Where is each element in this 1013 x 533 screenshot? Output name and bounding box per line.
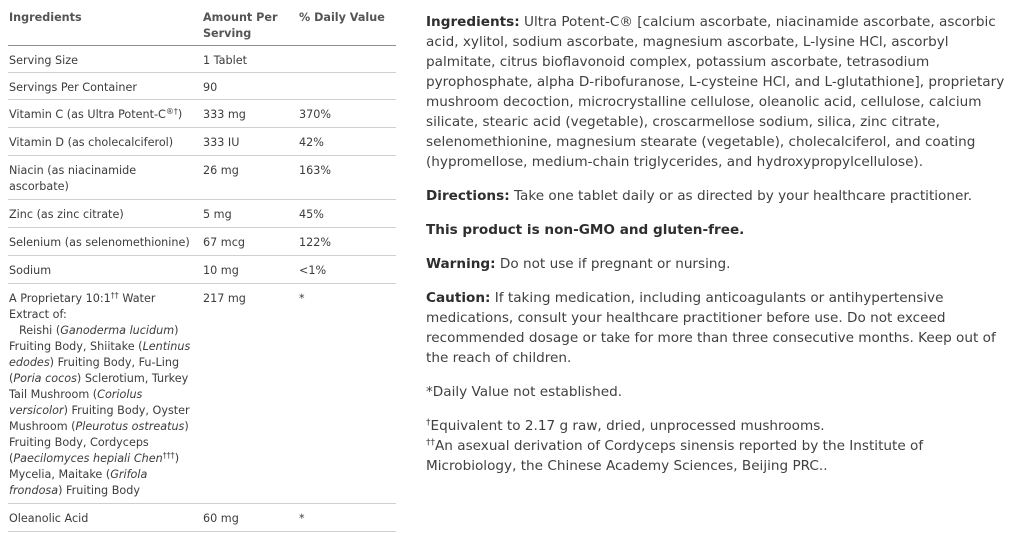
caution-text: If taking medication, including anticoagulants or antihypertensive medications, consult your healthcare practitioner before use. Do not exceed recommended dosage or take for more than three consecutive months. Keep out of the reach of children. xyxy=(426,290,996,366)
table-row xyxy=(8,156,396,200)
blend-reishi xyxy=(9,323,194,339)
footnote2-mark: †† xyxy=(426,438,435,448)
ingredients-text: Ultra Potent-C® [calcium ascorbate, niacinamide ascorbate, ascorbic acid, xylitol, sodium ascorbate, magnesium ascorbate, L-lysine HCl, ascorbyl palmitate, citrus bioflavonoid complex, potassium ascorbate, tetrasodium pyrophosphate, alpha D-ribofuranose, L-cysteine HCl, and L-glutathione], proprietary mushroom decoction, microcrystalline cellulose, oleanolic acid, cellulose, calcium silicate, stearic acid (vegetable), croscarmellose sodium, silica, zinc citrate, selenomethionine, magnesium stearate (vegetable), cholecalciferol, and coating (hypromellose, medium-chain triglycerides, and hydroxypropylcellulose). xyxy=(426,14,1005,170)
table-row xyxy=(8,73,396,100)
blend-line1-end: Water xyxy=(118,292,156,305)
row-name: Sodium xyxy=(9,264,52,277)
row-name: Selenium (as selenomethionine) xyxy=(9,236,190,249)
row-amount: 60 mg xyxy=(203,512,239,525)
header-ingredients: Ingredients xyxy=(9,11,82,24)
header-daily-value: % Daily Value xyxy=(299,11,385,24)
row-amount: 10 mg xyxy=(203,264,239,277)
table-row xyxy=(8,200,396,228)
blend-l4-latin: Lentinus xyxy=(142,340,191,353)
row-amount: 90 xyxy=(203,81,218,94)
niacin-line1: Niacin (as niacinamide xyxy=(9,164,137,177)
row-amount: 26 mg xyxy=(203,164,239,177)
blend-l11-latin: Paecilomyces hepiali Chen xyxy=(13,452,163,465)
footnotes xyxy=(426,416,1006,476)
row-amount: 333 mg xyxy=(203,108,246,121)
blend-l8-post: ) Fruiting Body, Oyster xyxy=(63,404,190,417)
table-header xyxy=(8,8,396,46)
warning-paragraph xyxy=(426,254,1006,274)
footnote2-text: An asexual derivation of Cordyceps sinensis reported by the Institute of Microbiology, the Chinese Academy Sciences, Beijing PRC.. xyxy=(426,438,924,474)
footnote1-text: Equivalent to 2.17 g raw, dried, unprocessed mushrooms. xyxy=(430,418,825,434)
row-name xyxy=(9,163,194,195)
row-amount: 217 mg xyxy=(203,292,246,305)
row-name: Vitamin D (as cholecalciferol) xyxy=(9,136,174,149)
row-dv: 42% xyxy=(299,136,324,149)
blend-l9-latin: Pleurotus ostreatus xyxy=(75,420,185,433)
table-row xyxy=(8,46,396,73)
non-gmo-statement xyxy=(426,220,1006,240)
ingredients-label: Ingredients: xyxy=(426,14,520,30)
directions-label: Directions: xyxy=(426,188,510,204)
table-row xyxy=(8,228,396,256)
row-amount: 67 mcg xyxy=(203,236,245,249)
blend-l4-pre: Fruiting Body, Shiitake ( xyxy=(9,340,143,353)
row-dv: 163% xyxy=(299,164,331,177)
ingredients-paragraph xyxy=(426,12,1006,172)
blend-l12-latin: Grifola xyxy=(110,468,148,481)
row-name: Zinc (as zinc citrate) xyxy=(9,208,124,221)
header-amount-line1: Amount Per xyxy=(203,11,278,24)
row-dv: 122% xyxy=(299,236,331,249)
blend-l13-post: ) Fruiting Body xyxy=(58,484,140,497)
row-amount: 1 Tablet xyxy=(203,54,247,67)
directions-text: Take one tablet daily or as directed by your healthcare practitioner. xyxy=(509,188,973,204)
blend-l5-latin: edodes xyxy=(9,356,50,369)
blend-l11-sup: ††† xyxy=(162,451,175,460)
row-name: Oleanolic Acid xyxy=(9,512,89,525)
blend-l6-post: ) Sclerotium, Turkey xyxy=(76,372,189,385)
blend-l10: Fruiting Body, Cordyceps xyxy=(9,436,149,449)
table-row xyxy=(8,128,396,156)
blend-line2: Extract of: xyxy=(9,308,67,321)
blend-l5-post: ) Fruiting Body, Fu-Ling xyxy=(49,356,180,369)
reishi-post: ) xyxy=(174,324,179,337)
proprietary-blend-name xyxy=(9,291,194,499)
row-dv: 370% xyxy=(299,108,331,121)
table-row xyxy=(8,284,396,504)
supplement-facts-table xyxy=(8,8,396,532)
table-row xyxy=(8,100,396,128)
blend-l7-latin: Coriolus xyxy=(97,388,143,401)
row-amount: 5 mg xyxy=(203,208,232,221)
header-amount-line2: Serving xyxy=(203,27,252,40)
header-amount xyxy=(203,10,291,42)
footnote1-mark: † xyxy=(426,418,431,428)
caution-label: Caution: xyxy=(426,290,491,306)
row-dv: * xyxy=(299,512,305,525)
blend-sup: †† xyxy=(110,291,119,300)
row-amount: 333 IU xyxy=(203,136,240,149)
vitamin-c-name-end: ) xyxy=(177,108,183,121)
row-dv: <1% xyxy=(299,264,327,277)
row-dv: 45% xyxy=(299,208,324,221)
table-row xyxy=(8,504,396,532)
vitamin-c-name: Vitamin C (as Ultra Potent-C xyxy=(9,108,166,121)
row-name: Serving Size xyxy=(9,54,79,67)
table-row xyxy=(8,256,396,284)
blend-l12-pre: Mycelia, Maitake ( xyxy=(9,468,111,481)
blend-l13-latin: frondosa xyxy=(9,484,59,497)
niacin-line2: ascorbate) xyxy=(9,180,69,193)
blend-l11-post: ) xyxy=(174,452,180,465)
reishi-pre: Reishi ( xyxy=(19,324,61,337)
blend-l7-pre: Tail Mushroom ( xyxy=(9,388,98,401)
row-name: Servings Per Container xyxy=(9,81,137,94)
blend-l6-pre: ( xyxy=(9,372,14,385)
blend-l11-pre: ( xyxy=(9,452,14,465)
non-gmo-text: This product is non-GMO and gluten-free. xyxy=(426,222,745,238)
row-name xyxy=(9,107,194,123)
reishi-latin: Ganoderma lucidum xyxy=(60,324,175,337)
warning-text: Do not use if pregnant or nursing. xyxy=(495,256,731,272)
blend-line1: A Proprietary 10:1 xyxy=(9,292,111,305)
caution-paragraph xyxy=(426,288,1006,368)
blend-l9-post: ) xyxy=(184,420,189,433)
blend-l8-latin: versicolor xyxy=(9,404,64,417)
warning-label: Warning: xyxy=(426,256,496,272)
row-dv: * xyxy=(299,292,305,305)
vitamin-c-sup: ®† xyxy=(165,107,178,116)
blend-l6-latin: Poria cocos xyxy=(13,372,77,385)
directions-paragraph xyxy=(426,186,1006,206)
daily-value-note: *Daily Value not established. xyxy=(426,384,623,400)
product-info xyxy=(426,12,1006,476)
blend-l9-pre: Mushroom ( xyxy=(9,420,76,433)
